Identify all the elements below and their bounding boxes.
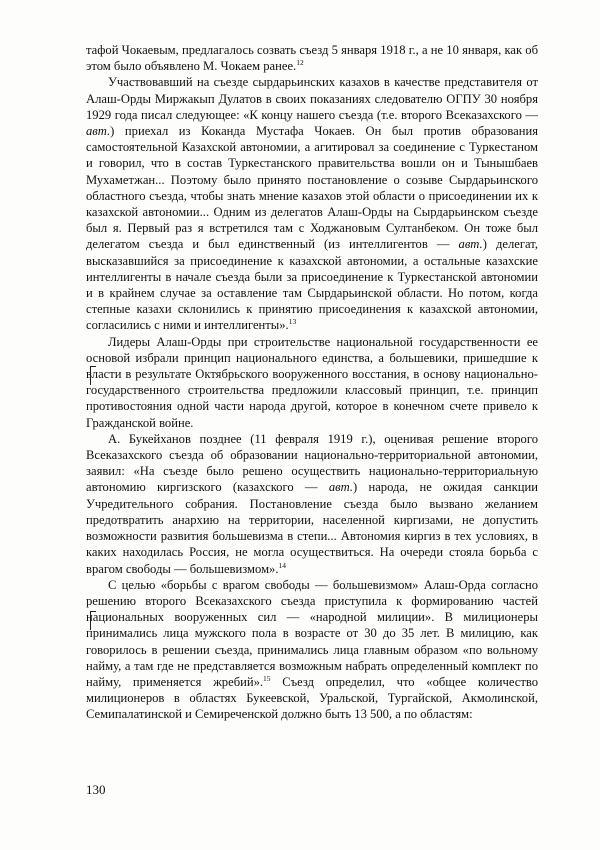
paragraph-text: ) делегат, высказавшийся за присоединение к казахской автономии, а остальные казахские интеллигенты в начале съезда были за присоединение к Туркестанской автономии и в крайнем случае за оставление там Сырдарьинской области. Но потом, когда степные казахи склонились к принятию присоединения к казахской автономии, согласились с ними и интеллигенты».: [86, 237, 538, 333]
handwritten-bracket-mark: [90, 366, 96, 385]
footnote-ref-14: 14: [278, 560, 286, 570]
paragraph-militia: [86, 577, 538, 723]
footnote-ref-13: 13: [288, 317, 297, 327]
footnote-ref-12: 12: [296, 58, 304, 68]
paragraph-text: А. Букейханов позднее (11 февраля 1919 г.), оценивая решение второго Всеказахского съезда об образовании национально-территориальной автономии, заявил: «На съезде было решено осуществить национально-территориальную автономию киргизского (казахского —: [86, 431, 538, 495]
paragraph-text: Участвовавший на съезде сырдарьинских казахов в качестве представителя от Алаш-Орды Миржакып Дулатов в своих показаниях следователю ОГПУ 30 ноября 1929 года писал следующее: «К концу нашего съезда (т.е. второго Всеказахского —: [86, 75, 538, 122]
page-body-text: [86, 42, 538, 723]
footnote-ref-15: 15: [263, 673, 271, 683]
paragraph-text: ) приехал из Коканда Мустафа Чокаев. Он был против образования самостоятельной Казахской автономии, а агитировал за соединение с Туркестаном и говорил, что в состав Туркестанского правительства вошли он и Тынышбаев Мухаметжан... Поэтому было принято постановление о созыве Сырдарьинского областного съезда, чтобы знать мнение казахов этой области о присоединении их к казахской автономии... Одним из делегатов Алаш-Орды на Сырдарьинском съезде был я. Первый раз я встретился там с Ходжановым Султанбеком. Он тоже был делегатом съезда и был единственный (из интеллигентов —: [86, 124, 538, 252]
paragraph-text: Съезд определил, что «общее количество милиционеров в областях Букеевской, Уральской, Тургайской, Акмолинской, Семипалатинской и Семиреченской должно быть 13 500, а по областям:: [86, 674, 538, 722]
paragraph-text: тафой Чокаевым, предлагалось созвать съезд 5 января 1918 г., а не 10 января, как об этом было объявлено М. Чокаем ранее.: [86, 43, 538, 74]
paragraph-bukeikhanov: [86, 431, 538, 577]
paragraph-text: С целью «борьбы с врагом свободы — большевизмом» Алаш-Орда согласно решению второго Всеказахского съезда приступила к формированию частей национальных вооруженных сил — «народной милиции». В милиционеры принимались лица мужского пола в возрасте от 30 до 35 лет. В милицию, как говорилось в решении съезда, принимались лица главным образом «по вольному найму, а там где не представляется возможным набрать определенный комплект по найму, применяется жребий».: [86, 577, 538, 689]
author-abbrev: авт.: [458, 237, 483, 252]
page-number: 130: [86, 782, 106, 797]
author-abbrev: авт.: [328, 480, 353, 495]
paragraph-text: Лидеры Алаш-Орды при строительстве национальной государственности ее основой избрали принцип национального единства, а большевики, пришедшие к власти в результате Октябрьского вооруженного восстания, в основу национально-государственного строительства предложили классовый принцип, т.е. принцип противостояния одной части народа другой, которое в конечном счете привело к Гражданской войне.: [86, 334, 538, 430]
paragraph-continuation: [86, 42, 538, 74]
paragraph-dulatov-testimony: [86, 74, 538, 333]
paragraph-alash-leaders: [86, 334, 538, 431]
paragraph-text: ) народа, не ожидая санкции Учредительного собрания. Постановление съезда было вызвано желанием предотвратить анархию на территории, населенной киргизами, не допустить возможности развития большевизма в степи... Автономия киргиз в тех условиях, в каких находилась Россия, не могла осуществиться. На очереди стояла борьба с врагом свободы — большевизмом».: [86, 480, 539, 576]
handwritten-bracket-mark: [90, 611, 96, 630]
author-abbrev: авт.: [86, 124, 111, 139]
